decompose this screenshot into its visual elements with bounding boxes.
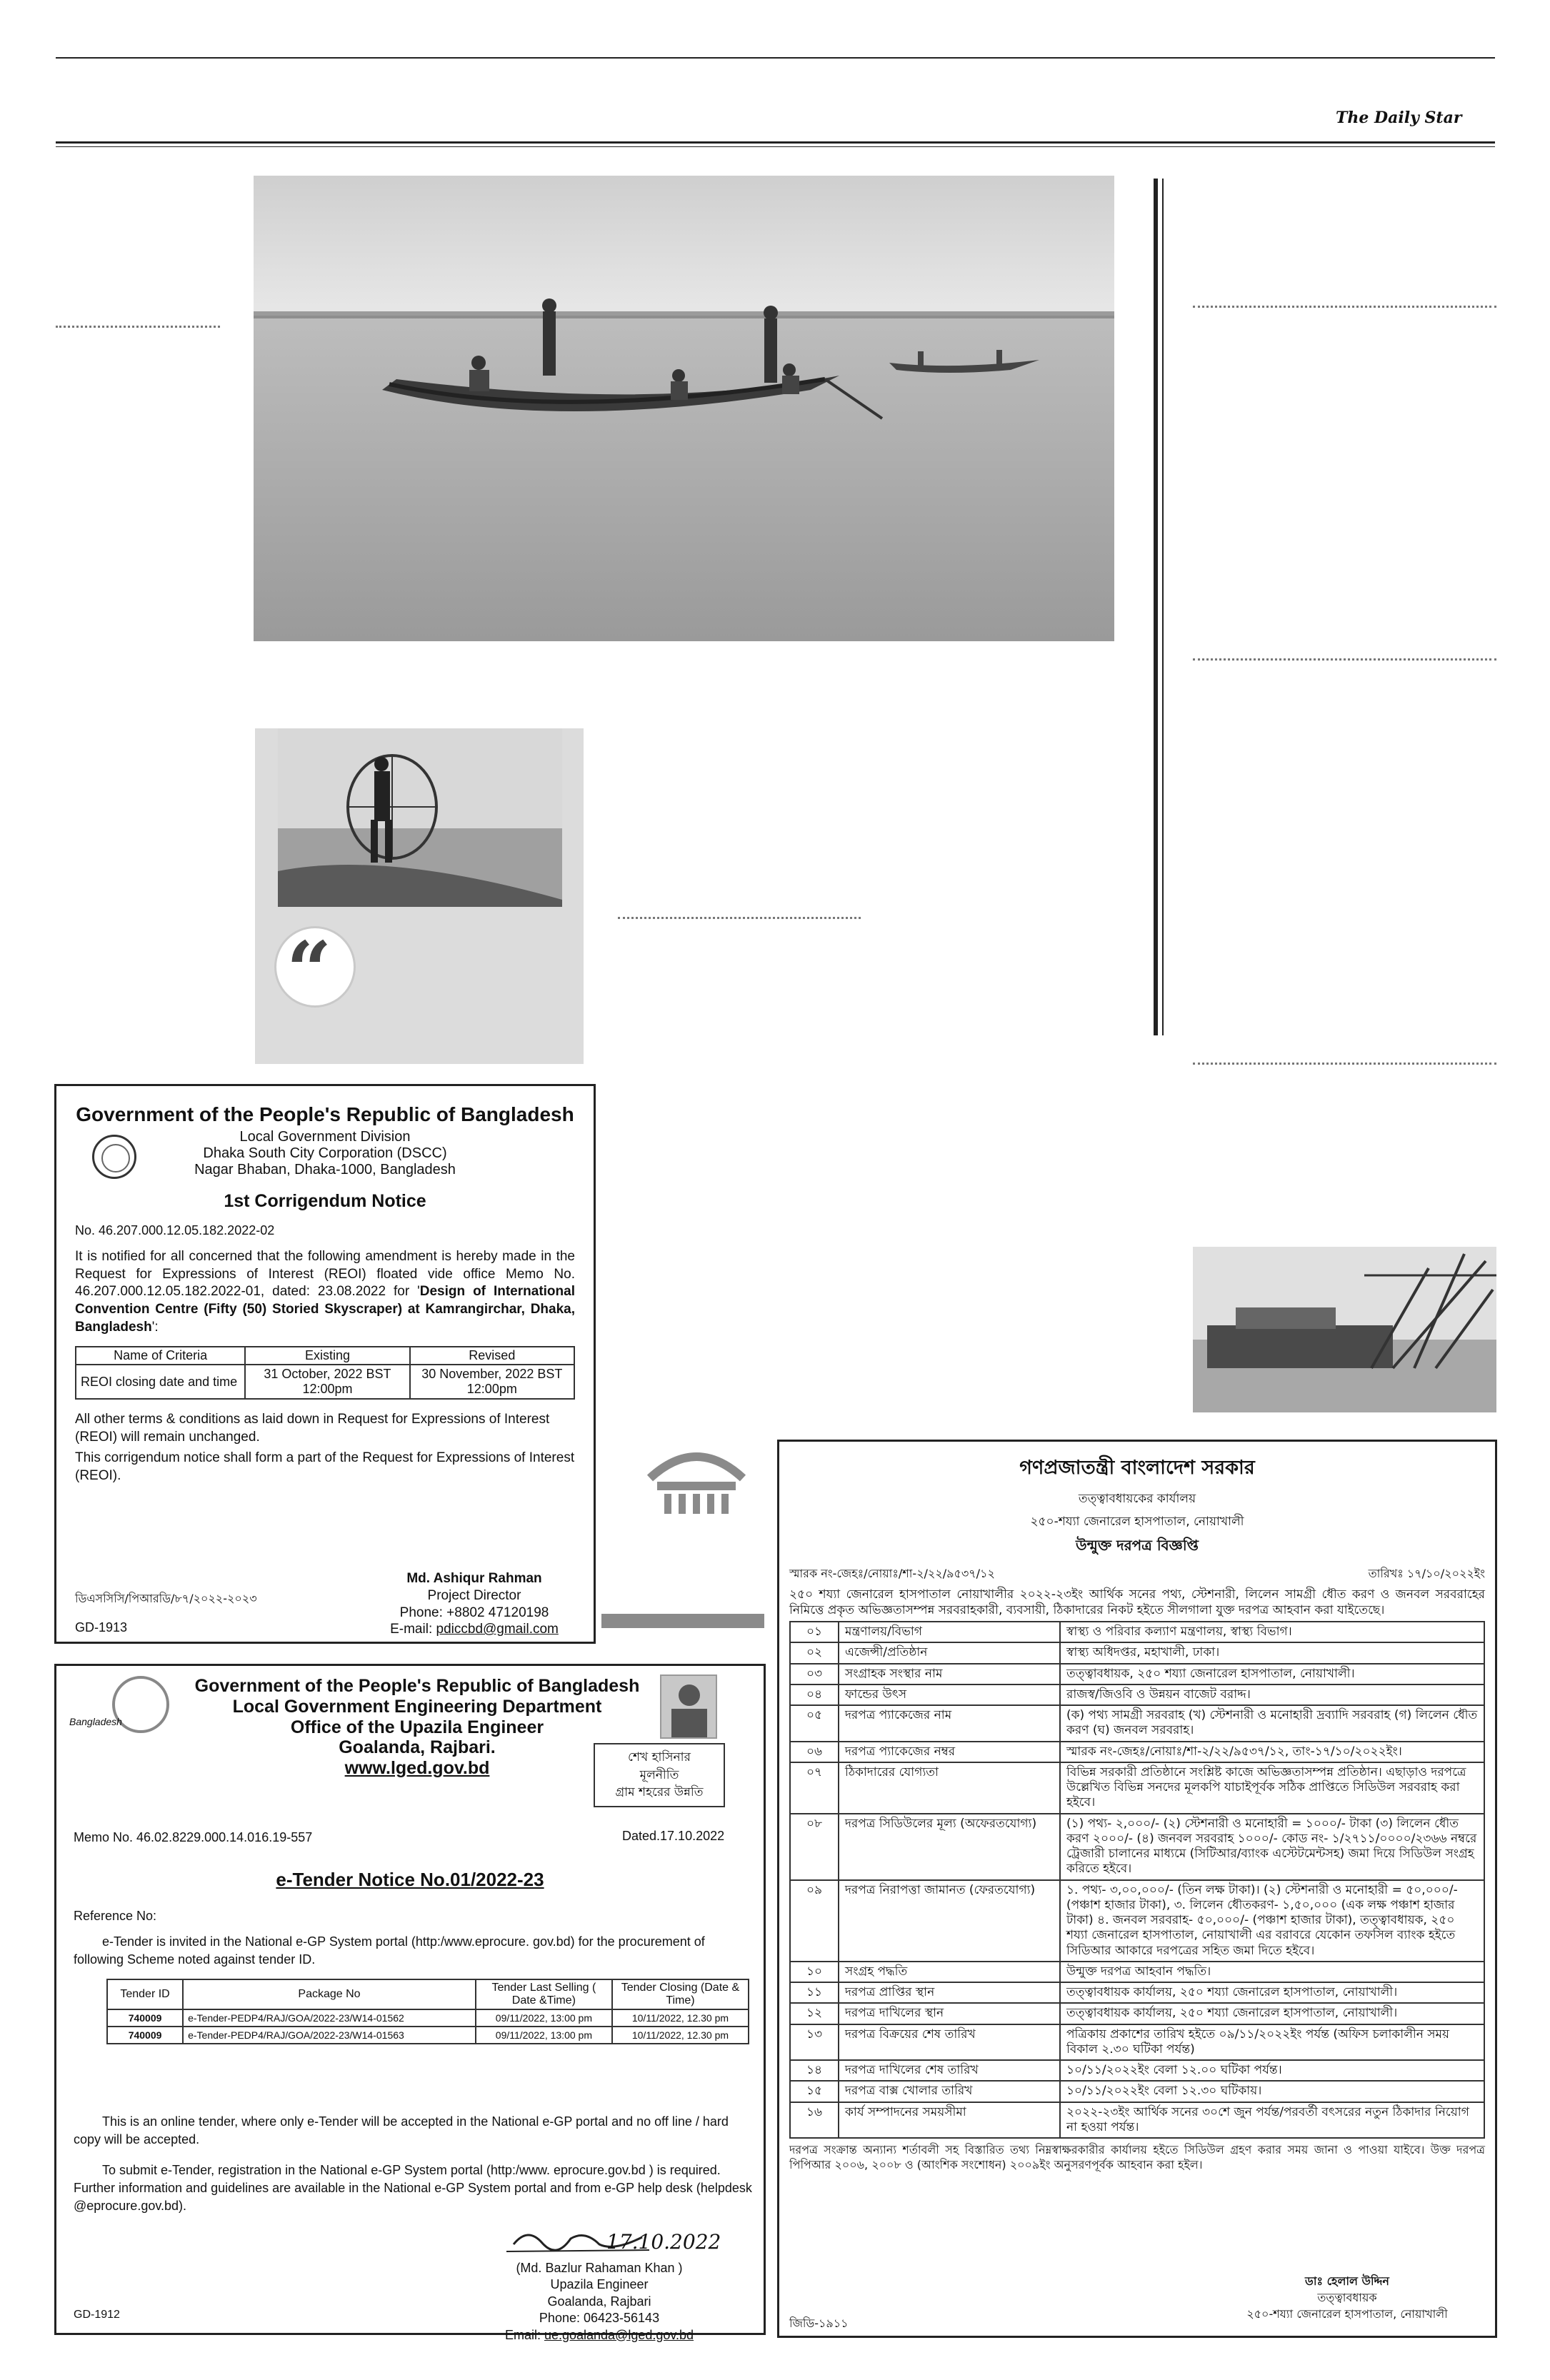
table-header: Tender Last Selling ( Date &Time) [476,1979,612,2009]
signer-email [478,2327,721,2344]
divider [1193,306,1496,308]
notice-title: Goalanda, Rajbari. [339,1737,496,1758]
divider [56,326,220,328]
email-link[interactable]: pdiccbd@gmail.com [436,1622,559,1637]
table-row [790,1705,1484,1742]
table-row [790,2081,1484,2102]
notice-line: Dhaka South City Corporation (DSCC) [203,1145,447,1161]
row-value: তত্ত্বাবধায়ক, ২৫০ শয্যা জেনারেল হাসপাতাল, নোয়াখালী। [1060,1664,1484,1684]
signature-block [371,1570,578,1638]
row-value: স্বাস্থ্য ও পরিবার কল্যাণ মন্ত্রণালয়, স্বাস্থ্য বিভাগ। [1060,1622,1484,1642]
row-value: ১. পথ্য- ৩,০০,০০০/- (তিন লক্ষ টাকা)। (২) স্টেশনারী ও মনোহারী = ৫০,০০০/- (পঞ্চাশ হাজার টাকা), ৩. লিলেন ধৌতকরণ- ১,৫০,০০০ (এক লক্ষ পঞ্চাশ হাজার টাকা) ৪. জনবল সরবরাহ- ৫০,০০০/- (পঞ্চাশ হাজার টাকা), তত্ত্বাবধায়ক, ২৫০ শয্যা জেনারেল হাসপাতাল, নোয়াখালী এর বরাবরে যেকোন তফসিল ব্যাংক হইতে সিডিআর আকারে দরপত্রের সহিত জমা দিতে হইবে। [1060,1880,1484,1962]
email-label: Email: [504,2327,544,2342]
dscc-seal-icon [92,1135,136,1179]
signer-location: Goalanda, Rajbari [547,2294,651,2309]
notice-office: তত্ত্বাবধায়কের কার্যালয় [1078,1492,1196,1506]
row-value: উন্মুক্ত দরপত্র আহবান পদ্ধতি। [1060,1962,1484,1982]
row-value: স্মারক নং-জেহঃ/নোয়াঃ/শা-২/২২/৯৫৩৭/১২, তাং-১৭/১০/২০২২ইং। [1060,1742,1484,1762]
corrigendum-table [75,1346,575,1400]
notice-line: Local Government Division [239,1129,411,1145]
row-label: দরপত্র বাক্স খোলার তারিখ [839,2081,1060,2102]
row-value: তত্ত্বাবধায়ক কার্যালয়, ২৫০ শয্যা জেনারেল হাসপাতাল, নোয়াখালী। [1060,2003,1484,2024]
row-value: (১) পথ্য- ২,০০০/- (২) স্টেশনারী ও মনোহারী = ১০০০/- টাকা (৩) লিলেন ধৌত করণ ২০০০/- (৪) জনবল সরবরাহ ১০০০/- কোড নং- ১/২৭১১/০০০০/২৩৬৬ নম্বরে ট্রেজারী চালানের মাধ্যমে (সিটিআর/ব্যাংক এস্টেটমেন্টসহ) জমা দিয়ে সিডিউল সংগ্রহ করিতে হইবে। [1060,1814,1484,1880]
row-label: দরপত্র প্রাপ্তির স্থান [839,1982,1060,2003]
boat-scene-photo [254,176,1114,641]
notice-title: Government of the People's Republic of Bangladesh [194,1676,640,1696]
notice-title: Government of the People's Republic of Bangladesh [76,1103,574,1125]
row-number: ১৫ [790,2081,839,2102]
table-row [790,2003,1484,2024]
institution-icon [636,1428,757,1521]
row-value: রাজস্ব/জিওবি ও উন্নয়ন বাজেট বরাদ্দ। [1060,1684,1484,1705]
lged-etender-notice [54,1664,766,2342]
row-value: বিভিন্ন সরকারী প্রতিষ্ঠানে সংশ্লিষ্ট কাজে অভিজ্ঞতাসম্পন্ন প্রতিষ্ঠান। এছাড়াও দরপত্রে উল্লেখিত বিভিন্ন সনদের মূলকপি যাচাইপূর্বক সঠিক প্রাপ্তিতে সিডিউল সরবরাহ করা হইবে। [1060,1762,1484,1814]
table-cell: 31 October, 2022 BST 12:00pm [245,1365,409,1399]
portrait-icon [660,1674,717,1739]
table-cell: 30 November, 2022 BST 12:00pm [410,1365,574,1399]
table-header: Revised [410,1347,574,1365]
row-number: ০৪ [790,1684,839,1705]
bengali-tender-notice [777,1440,1497,2338]
slogan-line: মূলনীতি [639,1767,679,1782]
footer-text: দরপত্র সংক্রান্ত অন্যান্য শর্তাবলী সহ বিস্তারিত তথ্য নিম্নস্বাক্ষরকারীর কার্যালয় হইতে সিডিউল গ্রহণ করার সময় জানা ও পাওয়া যাইবে। উক্ত দরপত্র পিপিআর ২০০৬, ২০০৮ ও (আংশিক সংশোধন) ২০০৯ইং অনুসরণপূর্বক আহবান করা হইল। [789,2143,1485,2171]
memo-number: No. 46.207.000.12.05.182.2022-02 [75,1223,275,1237]
reference-label: Reference No: [74,1909,157,1923]
table-row [790,1962,1484,1982]
sidebar-photo-panel [255,728,584,1064]
row-value: তত্ত্বাবধায়ক কার্যালয়, ২৫০ শয্যা জেনারেল হাসপাতাল, নোয়াখালী। [1060,1982,1484,2003]
row-label: ফান্ডের উৎস [839,1684,1060,1705]
table-header: Name of Criteria [76,1347,245,1365]
row-label: সংগ্রহ পদ্ধতি [839,1962,1060,1982]
signature-block [478,2260,721,2344]
signature-date: 17.10.2022 [606,2230,721,2254]
signer-designation: Upazila Engineer [550,2277,649,2292]
table-header: Package No [183,1979,476,2009]
closing-date: 10/11/2022, 12.30 pm [612,2009,749,2027]
notice-body [75,1248,575,1336]
row-value: (ক) পথ্য সামগ্রী সরবরাহ (খ) স্টেশনারী ও মনোহারী দ্রব্যাদি সরবরাহ (গ) লিলেন ধৌত করণ (ঘ) জনবল সরবরাহ। [1060,1705,1484,1742]
signer-place: ২৫০-শয্যা জেনারেল হাসপাতাল, নোয়াখালী [1246,2307,1448,2321]
slogan-line: গ্রাম শহরের উন্নতি [615,1785,704,1800]
slogan-line: শেখ হাসিনার [628,1750,691,1764]
left-quote-icon: “ [276,928,354,1005]
masthead-logo: The Daily Star [1336,109,1462,127]
fisherman-net-photo [278,728,562,907]
signer-name: (Md. Bazlur Rahaman Khan ) [516,2261,683,2275]
tender-id: 740009 [107,2009,183,2027]
row-value: ১০/১১/২০২২ইং বেলা ১২.৩০ ঘটিকায়। [1060,2081,1484,2102]
website-link[interactable]: www.lged.gov.bd [344,1758,490,1778]
email-label: E-mail: [390,1622,436,1637]
gd-number: জিডি-১৯১১ [789,2316,849,2330]
slogan-box [594,1743,725,1807]
divider [618,917,861,919]
row-label: দরপত্র দাখিলের শেষ তারিখ [839,2060,1060,2081]
notice-date: তারিখঃ ১৭/১০/২০২২ইং [1368,1567,1485,1580]
body-text: ': [151,1319,159,1335]
row-number: ১১ [790,1982,839,2003]
row-number: ০৯ [790,1880,839,1962]
divider [1193,658,1496,661]
notice-title: গণপ্রজাতন্ত্রী বাংলাদেশ সরকার [1019,1457,1255,1479]
column-rule [1154,179,1158,1035]
table-row [790,2102,1484,2139]
row-label: দরপত্র দাখিলের স্থান [839,2003,1060,2024]
table-header: Tender Closing (Date & Time) [612,1979,749,2009]
row-number: ০৫ [790,1705,839,1742]
table-row [107,2009,749,2027]
table-row [790,1762,1484,1814]
online-note: This is an online tender, where only e-Tender will be accepted in the National e-GP portal and no off line / hard copy will be accepted. [74,2114,729,2147]
closing-date: 10/11/2022, 12.30 pm [612,2027,749,2044]
package-no: e-Tender-PEDP4/RAJ/GOA/2022-23/W14-01563 [183,2027,476,2044]
dscc-corrigendum-notice [54,1084,596,1644]
bengali-reference: ডিএসসিসি/পিআরডি/৮৭/২০২২-২০২৩ [75,1592,257,1605]
signer-name: Md. Ashiqur Rahman [406,1571,542,1586]
row-label: সংগ্রাহক সংস্থার নাম [839,1664,1060,1684]
row-number: ১৬ [790,2102,839,2139]
notice-date: Dated.17.10.2022 [622,1829,725,1843]
row-value: ১০/১১/২০২২ইং বেলা ১২.০০ ঘটিকা পর্যন্ত। [1060,2060,1484,2081]
table-row [790,1814,1484,1880]
gd-number: GD-1912 [74,2309,120,2321]
logo-caption: Bangladesh [69,1716,122,1727]
table-row [790,2060,1484,2081]
last-selling: 09/11/2022, 13:00 pm [476,2027,612,2044]
notice-footer-text: This corrigendum notice shall form a part of the Request for Expressions of Interest (REOI). [75,1450,575,1483]
mujib-logo [69,1676,176,1740]
memo-line [789,1565,1485,1584]
memo-number: Memo No. 46.02.8229.000.14.016.19-557 [74,1830,313,1844]
notice-hospital: ২৫০-শয্যা জেনারেল হাসপাতাল, নোয়াখালী [1030,1515,1244,1529]
notice-line: Nagar Bhaban, Dhaka-1000, Bangladesh [194,1162,456,1178]
notice-title: Local Government Engineering Department [232,1696,602,1717]
top-rule [56,57,1495,59]
intro-text: ২৫০ শয্যা জেনারেল হাসপাতাল নোয়াখালীর ২০২২-২৩ইং আর্থিক সনের পথ্য, স্টেশনারী, লিলেন সামগ্রী ধৌত করণ ও জনবল সরবরাহের নিমিত্তে প্রকৃত অভিজ্ঞতাসম্পন্ন সরবরাহকারী, ব্যবসায়ী, ঠিকাদারের নিকট হইতে সীলগালা যুক্ত দরপত্র আহবান করা যাইতেছে। [789,1587,1485,1618]
row-label: কার্য সম্পাদনের সময়সীমা [839,2102,1060,2139]
row-label: দরপত্র প্যাকেজের নাম [839,1705,1060,1742]
signer-designation: তত্ত্বাবধায়ক [1317,2291,1377,2305]
notice-header [185,1676,649,1779]
table-row [790,1742,1484,1762]
tender-details-table [789,1621,1485,2139]
table-header: Existing [245,1347,409,1365]
table-cell: REOI closing date and time [76,1365,245,1399]
body-text: It is notified for all concerned that the following amendment is hereby made in the Request for Expressions of Interest (REOI) floated vide office Memo No. 46.207.000.12.05.182.2022-01, dated: 23.08.2022 for ' [75,1249,575,1300]
notice-footer-text: All other terms & conditions as laid down in Request for Expressions of Interest (REOI) will remain unchanged. [75,1412,550,1445]
email-link[interactable]: ue.goalanda@lged.gov.bd [544,2327,694,2342]
table-row [107,2027,749,2044]
intro-text: e-Tender is invited in the National e-GP System portal (http:/www.eprocure. gov.bd) for the procurement of following Scheme noted against tender ID. [74,1934,705,1967]
row-label: দরপত্র নিরাপত্তা জামানত (ফেরতযোগ্য) [839,1880,1060,1962]
signature-block [1208,2273,1486,2323]
table-row [790,2024,1484,2061]
handwritten-signature [506,2223,728,2266]
table-row [790,1642,1484,1663]
row-label: মন্ত্রণালয়/বিভাগ [839,1622,1060,1642]
row-number: ০৭ [790,1762,839,1814]
signer-designation: Project Director [427,1587,521,1603]
divider [1193,1063,1496,1065]
gd-number: GD-1913 [75,1620,128,1635]
package-no: e-Tender-PEDP4/RAJ/GOA/2022-23/W14-01562 [183,2009,476,2027]
row-number: ০৬ [790,1742,839,1762]
dredger-photo [1193,1247,1496,1412]
table-row [790,1622,1484,1642]
row-number: ০৩ [790,1664,839,1684]
notice-title: Office of the Upazila Engineer [290,1717,544,1737]
fisherman-net-illustration [278,728,562,907]
memo-number: স্মারক নং-জেহঃ/নোয়াঃ/শা-২/২২/৯৫৩৭/১২ [789,1567,995,1580]
notice-heading: উন্মুক্ত দরপত্র বিজ্ঞপ্তি [1075,1537,1199,1554]
row-label: দরপত্র সিডিউলের মূল্য (অফেরতযোগ্য) [839,1814,1060,1880]
submit-note: To submit e-Tender, registration in the National e-GP System portal (http:/www. eprocure.gov.bd ) is required. Further information and guidelines are available in the National e-GP System portal and from e-GP help desk (helpdesk @eprocure.gov.bd). [74,2163,752,2214]
tender-table [106,1979,749,2044]
notice-heading: e-Tender Notice No.01/2022-23 [276,1869,544,1890]
grey-bar [601,1614,764,1628]
signer-name: ডাঃ হেলাল উদ্দিন [1305,2274,1389,2288]
signer-phone: Phone: 06423-56143 [539,2311,660,2326]
table-row [76,1365,574,1399]
row-value: ২০২২-২৩ইং আর্থিক সনের ৩০শে জুন পর্যন্ত/পরবর্তী বৎসরের নতুন ঠিকাদার নিয়োগ না হওয়া পর্যন্ত। [1060,2102,1484,2139]
project-name: Design of International Convention Centre (Fifty (50) Storied Skyscraper) at Kamrangirchar, Dhaka, Bangladesh [75,1284,575,1335]
row-number: ১৪ [790,2060,839,2081]
table-row [790,1880,1484,1962]
row-number: ১২ [790,2003,839,2024]
dredger-illustration [1193,1247,1496,1412]
row-number: ০২ [790,1642,839,1663]
column-rule-thin [1162,179,1164,1035]
header-rule-thin [56,146,1495,147]
table-row [790,1684,1484,1705]
signer-email [371,1621,578,1638]
last-selling: 09/11/2022, 13:00 pm [476,2009,612,2027]
table-row [790,1982,1484,2003]
row-number: ০৮ [790,1814,839,1880]
row-label: দরপত্র বিক্রয়ের শেষ তারিখ [839,2024,1060,2061]
row-number: ১৩ [790,2024,839,2061]
row-value: পত্রিকায় প্রকাশের তারিখ হইতে ০৯/১১/২০২২ইং পর্যন্ত (অফিস চলাকালীন সময় বিকাল ২.৩০ ঘটিকা পর্যন্ত) [1060,2024,1484,2061]
signer-phone: Phone: +8802 47120198 [399,1605,549,1620]
table-header: Tender ID [107,1979,183,2009]
row-number: ০১ [790,1622,839,1642]
tender-id: 740009 [107,2027,183,2044]
row-label: এজেন্সী/প্রতিষ্ঠান [839,1642,1060,1663]
table-row [790,1664,1484,1684]
row-value: স্বাস্থ্য অধিদপ্তর, মহাখালী, ঢাকা। [1060,1642,1484,1663]
notice-heading: 1st Corrigendum Notice [224,1191,426,1211]
row-number: ১০ [790,1962,839,1982]
header-rule [56,141,1495,144]
row-label: দরপত্র প্যাকেজের নম্বর [839,1742,1060,1762]
boat-scene-illustration [254,176,1114,641]
row-label: ঠিকাদারের যোগ্যতা [839,1762,1060,1814]
